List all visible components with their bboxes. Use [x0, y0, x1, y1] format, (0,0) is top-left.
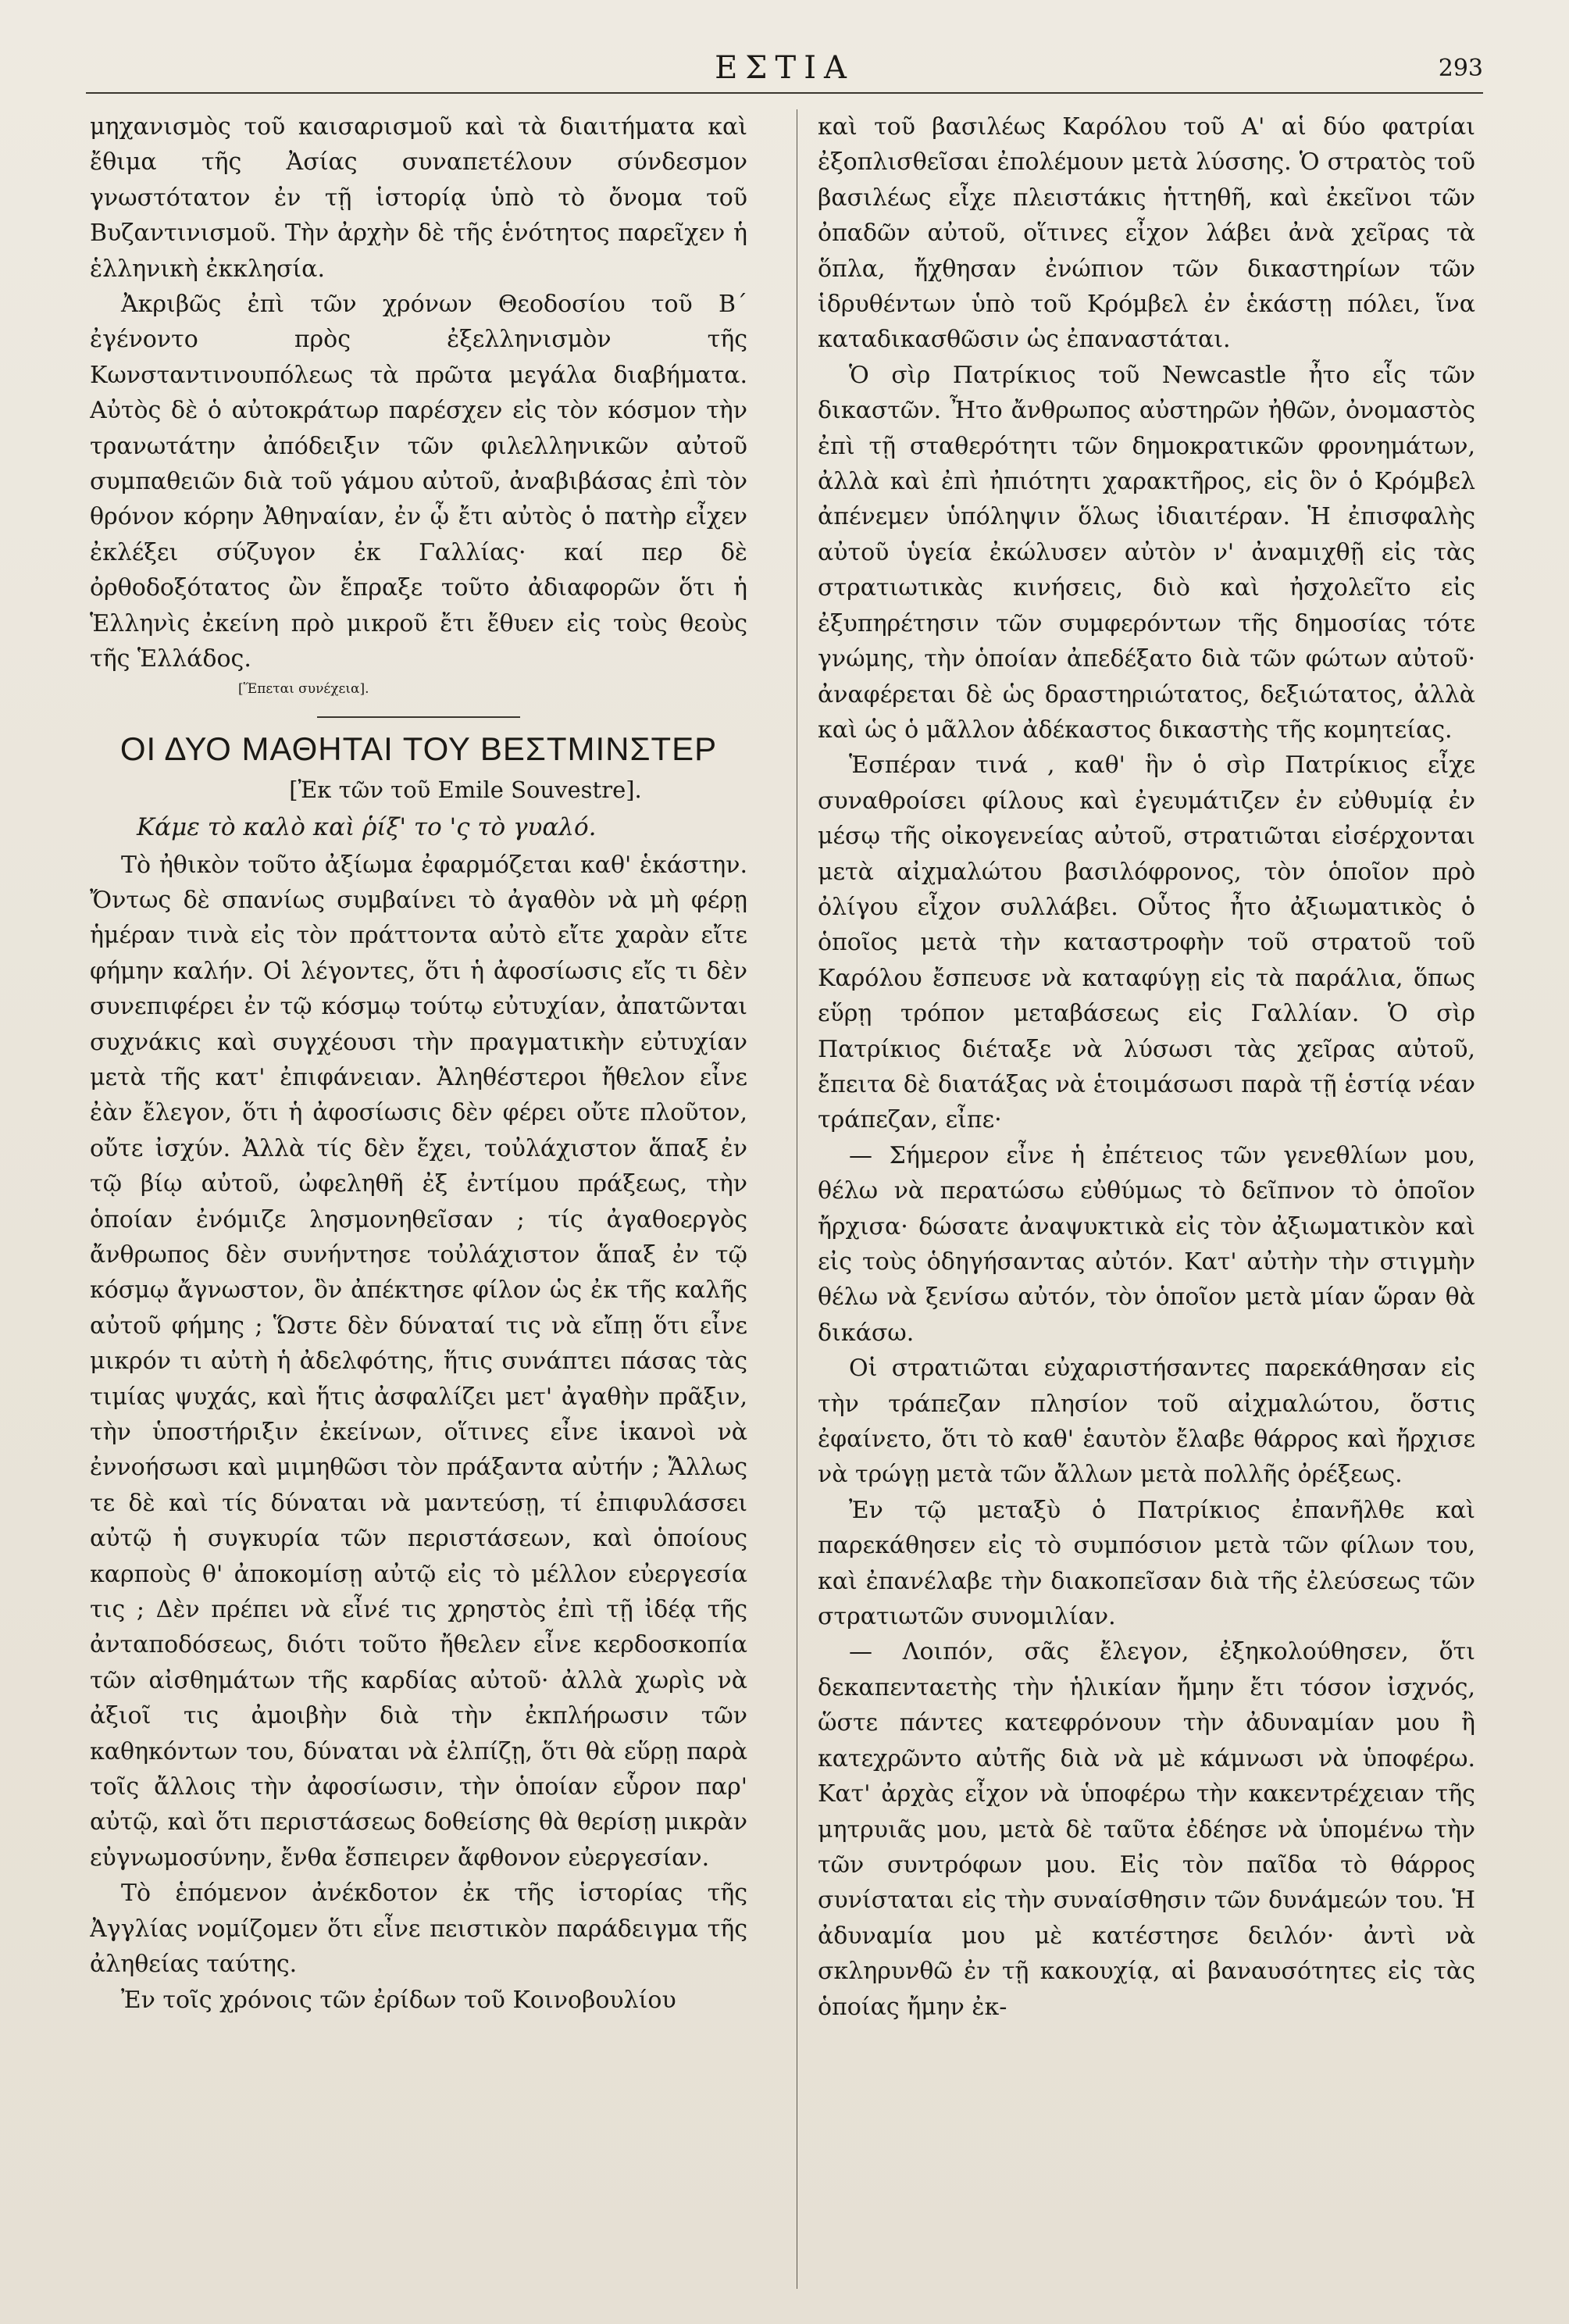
article-paragraph: καὶ τοῦ βασιλέως Καρόλου τοῦ Α' αἱ δύο φατρίαι ἐξοπλισθεῖσαι ἐπολέμουν μετὰ λύσσης. Ὁ στρατὸς τοῦ βασιλέως εἶχε πλειστάκις ἡττηθῆ, καὶ ἐκεῖνοι τῶν ὀπαδῶν αὐτοῦ, οἵτινες εἶχον λάβει ἀνὰ χεῖρας τὰ ὅπλα, ἤχθησαν ἐνώπιον τῶν δικαστηρίων τῶν ἱδρυθέντων ὑπὸ τοῦ Κρόμβελ ἐν ἑκάστῃ πόλει, ἵνα καταδικασθῶσιν ὡς ἐπαναστάται.	[818, 113, 1475, 354]
continuation-note: [Ἕπεται συνέχεια].	[238, 680, 369, 697]
article-paragraph: Οἱ στρατιῶται εὐχαριστήσαντες παρεκάθησαν εἰς τὴν τράπεζαν πλησίον τοῦ αἰχμαλώτου, ὅστις ἐφαίνετο, ὅτι τὸ καθ' ἑαυτὸν ἔλαβε θάρρος καὶ ἤρχισε νὰ τρώγῃ μετὰ τῶν ἄλλων μετὰ πολλῆς ὀρέξεως.	[818, 1355, 1475, 1489]
article-paragraph: Ἐν τοῖς χρόνοις τῶν ἐρίδων τοῦ Κοινοβουλίου	[121, 1986, 676, 2014]
article-paragraph: Ὁ σὶρ Πατρίκιος τοῦ Newcastle ἦτο εἷς τῶν δικαστῶν. Ἦτο ἄνθρωπος αὐστηρῶν ἠθῶν, ὀνομαστὸς ἐπὶ τῇ σταθερότητι τῶν δημοκρατικῶν φρονημάτων, ἀλλὰ καὶ ἐπὶ ἠπιότητι χαρακτῆρος, εἰς ὃν ὁ Κρόμβελ ἀπένεμεν ὑπόληψιν ὅλως ἰδιαιτέραν. Ἡ ἐπισφαλὴς αὐτοῦ ὑγεία ἐκώλυσεν αὐτὸν ν' ἀναμιχθῇ εἰς τὰς στρατιωτικὰς κινήσεις, διὸ καὶ ἠσχολεῖτο εἰς ἐξυπηρέτησιν τῶν συμφερόντων τῆς δημοσίας τότε γνώμης, τὴν ὁποίαν ἀπεδέξατο διὰ τῶν φώτων αὐτοῦ· ἀναφέρεται δὲ ὡς δραστηριώτατος, δεξιώτατος, ἀλλὰ καὶ ὡς ὁ μᾶλλον ἀδέκαστος δικαστὴς τῆς κομητείας.	[818, 361, 1475, 744]
article-source: [Ἐκ τῶν τοῦ Emile Souvestre].	[289, 776, 642, 803]
section-divider	[317, 716, 520, 718]
epigraph: Κάμε τὸ καλὸ καὶ ῥίξ' το 'ς τὸ γυαλό.	[137, 812, 597, 841]
continued-paragraph: Ἀκριβῶς ἐπὶ τῶν χρόνων Θεοδοσίου τοῦ Β΄ ἐγένοντο πρὸς ἐξελληνισμὸν τῆς Κωνσταντινουπόλεως τὰ πρῶτα μεγάλα διαβήματα. Αὐτὸς δὲ ὁ αὐτοκράτωρ παρέσχεν εἰς τὸν κόσμον τὴν τρανωτάτην ἀπόδειξιν τῶν φιλελληνικῶν αὐτοῦ συμπαθειῶν διὰ τοῦ γάμου αὐτοῦ, ἀναβιβάσας ἐπὶ τὸν θρόνον κόρην Ἀθηναίαν, ἐν ᾧ ἔτι αὐτὸς ὁ πατὴρ εἶχεν ἐκλέξει σύζυγον ἐκ Γαλλίας· καί περ δὲ ὀρθοδοξότατος ὢν ἔπραξε τοῦτο ἀδιαφορῶν ὅτι ἡ Ἑλληνὶς ἐκείνη πρὸ μικροῦ ἔτι ἔθυεν εἰς τοὺς θεοὺς τῆς Ἑλλάδος.	[90, 291, 747, 673]
article-title: ΟΙ ΔΥΟ ΜΑΘΗΤΑΙ ΤΟΥ ΒΕΣΤΜΙΝΣΤΕΡ	[119, 730, 718, 767]
page-header	[86, 45, 1483, 94]
dialogue-paragraph: — Σήμερον εἶνε ἡ ἐπέτειος τῶν γενεθλίων μου, θέλω νὰ περατώσω εὐθύμως τὸ δεῖπνον τὸ ὁποῖον ἤρχισα· δώσατε ἀναψυκτικὰ εἰς τὸν ἀξιωματικὸν καὶ εἰς τοὺς ὁδηγήσαντας αὐτόν. Κατ' αὐτὴν τὴν στιγμὴν θέλω νὰ ξενίσω αὐτόν, τὸν ὁποῖον μετὰ μίαν ὥραν θὰ δικάσω.	[818, 1141, 1475, 1347]
page-number: 293	[1438, 55, 1483, 82]
right-column	[818, 109, 1475, 2297]
running-title: ΕΣΤΙΑ	[715, 50, 854, 86]
article-heading	[90, 726, 747, 807]
continued-paragraph: μηχανισμὸς τοῦ καισαρισμοῦ καὶ τὰ διαιτήματα καὶ ἔθιμα τῆς Ἀσίας συναπετέλουν σύνδεσμον γνωστότατον ἐν τῇ ἱστορίᾳ ὑπὸ τὸ ὄνομα τοῦ Βυζαντινισμοῦ. Τὴν ἀρχὴν δὲ τῆς ἑνότητος παρεῖχεν ἡ ἑλληνικὴ ἐκκλησία.	[90, 113, 747, 283]
article-paragraph: Ἐν τῷ μεταξὺ ὁ Πατρίκιος ἐπανῆλθε καὶ παρεκάθησεν εἰς τὸ συμπόσιον μετὰ τῶν φίλων του, καὶ ἐπανέλαβε τὴν διακοπεῖσαν διὰ τῆς ἐλεύσεως τῶν στρατιωτῶν συνομιλίαν.	[818, 1496, 1475, 1631]
article-paragraph: Τὸ ἑπόμενον ἀνέκδοτον ἐκ τῆς ἱστορίας τῆς Ἀγγλίας νομίζομεν ὅτι εἶνε πειστικὸν παράδειγμα τῆς ἀληθείας ταύτης.	[90, 1880, 747, 1979]
article-paragraph: Ἑσπέραν τινά , καθ' ἣν ὁ σὶρ Πατρίκιος εἶχε συναθροίσει φίλους καὶ ἐγευμάτιζεν ἐν εὐθυμίᾳ ἐν μέσῳ τῆς οἰκογενείας αὐτοῦ, στρατιῶται εἰσέρχονται μετὰ αἰχμαλώτου βασιλόφρονος, τὸν ὁποῖον πρὸ ὀλίγου εἶχον συλλάβει. Οὗτος ἦτο ἀξιωματικὸς ὁ ὁποῖος μετὰ τὴν καταστροφὴν τοῦ στρατοῦ τοῦ Καρόλου ἔσπευσε νὰ καταφύγῃ εἰς τὰ παράλια, ὅπως εὕρῃ τρόπον μεταβάσεως εἰς Γαλλίαν. Ὁ σὶρ Πατρίκιος διέταξε νὰ λύσωσι τὰς χεῖρας αὐτοῦ, ἔπειτα δὲ διατάξας νὰ ἑτοιμάσωσι παρὰ τῇ ἑστίᾳ νέαν τράπεζαν, εἶπε·	[818, 751, 1475, 1134]
dialogue-paragraph: — Λοιπόν, σᾶς ἔλεγον, ἐξηκολούθησεν, ὅτι δεκαπενταετὴς τὴν ἡλικίαν ἤμην ἔτι τόσον ἰσχνός, ὥστε πάντες κατεφρόνουν τὴν ἀδυναμίαν μου ἢ κατεχρῶντο αὐτῆς διὰ νὰ μὲ κάμνωσι νὰ ὑποφέρω. Κατ' ἀρχὰς εἶχον νὰ ὑποφέρω τὴν κακεντρέχειαν τῆς μητρυιᾶς μου, μετὰ δὲ ταῦτα ἐδέησε νὰ ὑπομένω τὴν τῶν συντρόφων μου. Εἰς τὸν παῖδα τὸ θάρρος συνίσταται εἰς τὴν συναίσθησιν τῶν δυνάμεών του. Ἡ ἀδυναμία μου μὲ κατέστησε δειλόν· ἀντὶ νὰ σκληρυνθῶ ἐν τῇ κακουχίᾳ, αἱ βαναυσότητες εἰς τὰς ὁποίας ἤμην ἐκ-	[818, 1638, 1475, 2021]
left-column	[90, 109, 747, 2297]
article-paragraph: Τὸ ἠθικὸν τοῦτο ἀξίωμα ἐφαρμόζεται καθ' ἑκάστην. Ὄντως δὲ σπανίως συμβαίνει τὸ ἀγαθὸν νὰ μὴ φέρῃ ἡμέραν τινὰ εἰς τὸν πράττοντα αὐτὸ εἴτε χαρὰν εἴτε φήμην καλήν. Οἱ λέγοντες, ὅτι ἡ ἀφοσίωσις εἴς τι δὲν συνεπιφέρει ἐν τῷ κόσμῳ τούτῳ εὐτυχίαν, ἀπατῶνται συχνάκις καὶ συγχέουσι τὴν πραγματικὴν εὐτυχίαν μετὰ τῆς κατ' ἐπιφάνειαν. Ἀληθέστεροι ἤθελον εἶνε ἐὰν ἔλεγον, ὅτι ἡ ἀφοσίωσις δὲν φέρει οὔτε πλοῦτον, οὔτε ἰσχύν. Ἀλλὰ τίς δὲν ἔχει, τοὐλάχιστον ἅπαξ ἐν τῷ βίῳ αὐτοῦ, ὠφεληθῆ ἐξ ἐντίμου πράξεως, τὴν ὁποίαν ἐνόμιζε λησμονηθεῖσαν ; τίς ἀγαθοεργὸς ἄνθρωπος δὲν συνήντησε τοὐλάχιστον ἅπαξ ἐν τῷ κόσμῳ ἄγνωστον, ὃν ἀπέκτησε φίλον ὡς ἐκ τῆς καλῆς αὐτοῦ φήμης ; Ὥστε δὲν δύναταί τις νὰ εἴπῃ ὅτι εἶνε μικρόν τι αὐτὴ ἡ ἀδελφότης, ἥτις συνάπτει πάσας τὰς τιμίας ψυχάς, καὶ ἥτις ἀσφαλίζει μετ' ἀγαθὴν πρᾶξιν, τὴν ὑποστήριξιν ἐκείνων, οἵτινες εἶνε ἱκανοὶ νὰ ἐννοήσωσι καὶ μιμηθῶσι τὸν πράξαντα αὐτήν ; Ἄλλως τε δὲ καὶ τίς δύναται νὰ μαντεύσῃ, τί ἐπιφυλάσσει αὐτῷ ἡ συγκυρία τῶν περιστάσεων, καὶ ὁποίους καρποὺς θ' ἀποκομίσῃ αὐτῷ εἰς τὸ μέλλον εὐεργεσία τις ; Δὲν πρέπει νὰ εἶνέ τις χρηστὸς ἐπὶ τῇ ἰδέᾳ τῆς ἀνταποδόσεως, διότι τοῦτο ἤθελεν εἶνε κερδοσκοπία τῶν αἰσθημάτων τῆς καρδίας αὐτοῦ· ἀλλὰ χωρὶς νὰ ἀξιοῖ τις ἀμοιβὴν διὰ τὴν ἐκπλήρωσιν τῶν καθηκόντων του, δύναται νὰ ἐλπίζῃ, ὅτι θὰ εὕρῃ παρὰ τοῖς ἄλλοις τὴν ἀφοσίωσιν, τὴν ὁποίαν εὗρον παρ' αὐτῷ, καὶ ὅτι περιστάσεως δοθείσης θὰ θερίσῃ μικρὰν εὐγνωμοσύνην, ἔνθα ἔσπειρεν ἄφθονον εὐεργεσίαν.	[90, 851, 747, 1872]
header-rule	[86, 92, 1483, 94]
